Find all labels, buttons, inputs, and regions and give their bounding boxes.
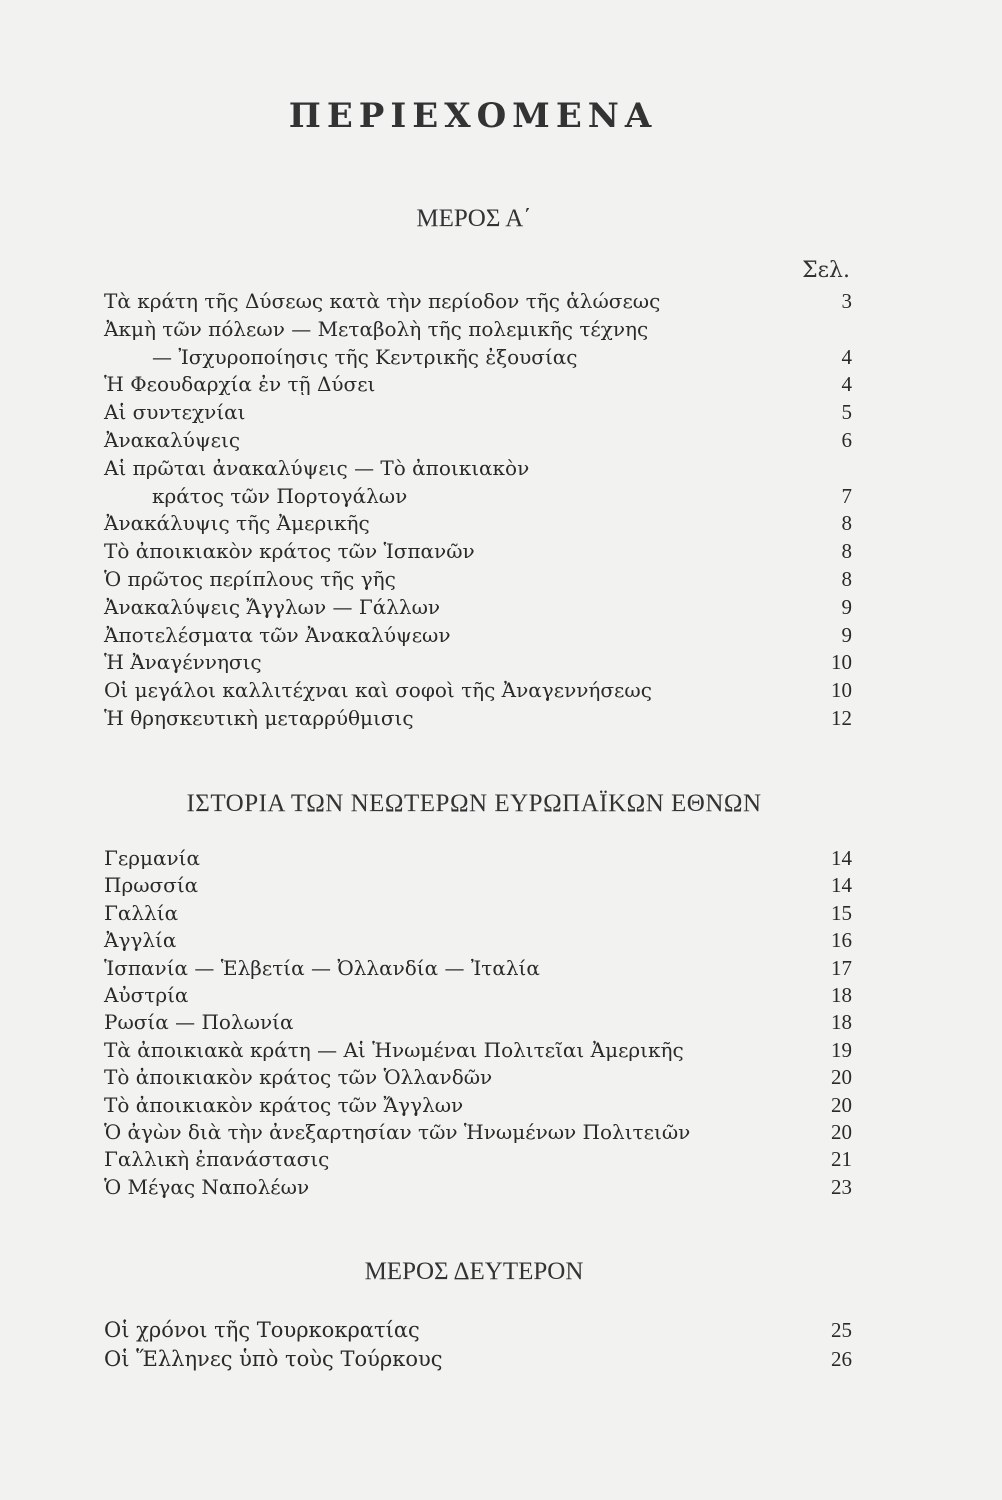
toc-entry <box>104 622 852 650</box>
entry-label: Τὸ ἀποικιακὸν κράτος τῶν Ἱσπανῶν <box>104 539 475 564</box>
toc-entry <box>104 927 852 954</box>
entry-page: 4 <box>841 344 852 369</box>
entry-page: 20 <box>831 1119 852 1144</box>
toc-entry <box>104 1316 852 1345</box>
entry-label: Ὁ Μέγας Ναπολέων <box>104 1174 310 1199</box>
entry-page: 18 <box>831 1010 852 1035</box>
part2-heading: ΜΕΡΟΣ ΔΕΥΤΕΡΟΝ <box>364 1258 584 1285</box>
entry-page: 15 <box>831 900 852 925</box>
toc-entry <box>104 344 852 372</box>
toc-entry <box>104 483 852 511</box>
part2-entries <box>104 1316 852 1374</box>
toc-entry <box>104 594 852 622</box>
entry-label: Οἱ χρόνοι τῆς Τουρκοκρατίας <box>104 1318 420 1342</box>
entry-page: 3 <box>841 289 852 313</box>
entry-page: 14 <box>831 873 852 898</box>
entry-page: 12 <box>831 705 852 730</box>
entry-label: Ρωσία — Πολωνία <box>104 1010 294 1035</box>
entry-label: Ἡ Ἀναγέννησις <box>104 650 262 675</box>
history-entries <box>104 845 852 1201</box>
toc-entry <box>104 1037 852 1064</box>
entry-page: 18 <box>831 982 852 1007</box>
entry-label: Οἱ μεγάλοι καλλιτέχναι καὶ σοφοὶ τῆς Ἀναγεννήσεως <box>104 678 652 703</box>
toc-entry <box>104 510 852 538</box>
toc-entry <box>104 872 852 899</box>
entry-label: Ὁ ἀγὼν διὰ τὴν ἀνεξαρτησίαν τῶν Ἡνωμένων Πολιτειῶν <box>104 1119 691 1144</box>
toc-entry <box>104 1064 852 1091</box>
entry-page: 4 <box>841 372 852 397</box>
entry-page: 21 <box>831 1147 852 1172</box>
entry-page: 8 <box>841 539 852 564</box>
entry-page: 19 <box>831 1037 852 1062</box>
toc-entry <box>104 1174 852 1201</box>
toc-entry <box>104 845 852 872</box>
toc-entry <box>104 1119 852 1146</box>
part1-heading: ΜΕΡΟΣ Α΄ <box>416 205 532 232</box>
entry-page: 9 <box>841 622 852 647</box>
toc-entry <box>104 566 852 594</box>
entry-label: Τὸ ἀποικιακὸν κράτος τῶν Ὁλλανδῶν <box>104 1065 493 1090</box>
entry-label: Ἡ θρησκευτικὴ μεταρρύθμισις <box>104 705 414 730</box>
entry-label: Τὰ κράτη τῆς Δύσεως κατὰ τὴν περίοδον τῆς ἁλώσεως <box>104 289 661 313</box>
entry-label: Αἱ συντεχνίαι <box>104 400 246 425</box>
toc-entry <box>104 649 852 677</box>
entry-page: 10 <box>831 678 852 703</box>
entry-page: 10 <box>831 650 852 675</box>
page-column-label: Σελ. <box>802 258 850 283</box>
toc-entry <box>104 677 852 705</box>
toc-entry <box>104 316 852 344</box>
entry-label: — Ἰσχυροποίησις τῆς Κεντρικῆς ἐξουσίας <box>152 344 578 369</box>
toc-entry <box>104 538 852 566</box>
toc-entry <box>104 399 852 427</box>
entry-label: Ὁ πρῶτος περίπλους τῆς γῆς <box>104 566 396 591</box>
entry-label: Ἡ Φεουδαρχία ἐν τῇ Δύσει <box>104 372 376 397</box>
entry-label: Ἀποτελέσματα τῶν Ἀνακαλύψεων <box>104 622 451 647</box>
entry-label: Ἀγγλία <box>104 928 177 953</box>
entry-label: Γερμανία <box>104 846 201 870</box>
entry-label: Αὐστρία <box>104 982 189 1007</box>
entry-label: κράτος τῶν Πορτογάλων <box>152 483 408 508</box>
toc-entry <box>104 955 852 982</box>
entry-label: Αἱ πρῶται ἀνακαλύψεις — Τὸ ἀποικιακὸν <box>104 455 530 480</box>
entry-page: 16 <box>831 928 852 953</box>
entry-label: Ἀνακαλύψεις <box>104 427 241 452</box>
entry-label: Ἀνακαλύψεις Ἄγγλων — Γάλλων <box>104 594 441 619</box>
entry-page: 14 <box>831 846 852 870</box>
entry-page: 8 <box>841 566 852 591</box>
entry-label: Οἱ Ἕλληνες ὑπὸ τοὺς Τούρκους <box>104 1347 443 1371</box>
toc-entry <box>104 1146 852 1173</box>
toc-entry <box>104 1345 852 1374</box>
toc-entry <box>104 371 852 399</box>
part1-entries <box>104 288 852 733</box>
entry-label: Τὸ ἀποικιακὸν κράτος τῶν Ἄγγλων <box>104 1092 464 1117</box>
entry-label: Τὰ ἀποικιακὰ κράτη — Αἱ Ἡνωμέναι Πολιτεῖαι Ἀμερικῆς <box>104 1037 684 1062</box>
toc-entry <box>104 900 852 927</box>
toc-entry <box>104 705 852 733</box>
entry-label: Πρωσσία <box>104 873 199 898</box>
entry-page: 8 <box>841 511 852 536</box>
entry-page: 6 <box>841 427 852 452</box>
entry-page: 5 <box>841 400 852 425</box>
entry-page: 9 <box>841 594 852 619</box>
entry-page: 20 <box>831 1092 852 1117</box>
toc-entry <box>104 1092 852 1119</box>
toc-entry <box>104 427 852 455</box>
page-title: ΠΕΡΙΕΧΟΜΕΝΑ <box>288 96 658 136</box>
entry-label: Ἀνακάλυψις τῆς Ἀμερικῆς <box>104 511 370 536</box>
toc-entry <box>104 455 852 483</box>
entry-page: 20 <box>831 1065 852 1090</box>
entry-page: 7 <box>841 483 852 508</box>
entry-page: 25 <box>831 1318 852 1342</box>
entry-label: Γαλλία <box>104 900 179 925</box>
entry-label: Ἱσπανία — Ἑλβετία — Ὀλλανδία — Ἰταλία <box>104 955 540 980</box>
entry-page: 26 <box>831 1347 852 1371</box>
toc-entry <box>104 982 852 1009</box>
entry-label: Γαλλικὴ ἐπανάστασις <box>104 1147 330 1172</box>
toc-entry <box>104 1009 852 1036</box>
history-heading: ΙΣΤΟΡΙΑ ΤΩΝ ΝΕΩΤΕΡΩΝ ΕΥΡΩΠΑΪΚΩΝ ΕΘΝΩΝ <box>186 790 762 817</box>
toc-entry <box>104 288 852 316</box>
entry-page: 17 <box>831 955 852 980</box>
entry-label: Ἀκμὴ τῶν πόλεων — Μεταβολὴ τῆς πολεμικῆς τέχνης <box>104 316 649 341</box>
entry-page: 23 <box>831 1174 852 1199</box>
